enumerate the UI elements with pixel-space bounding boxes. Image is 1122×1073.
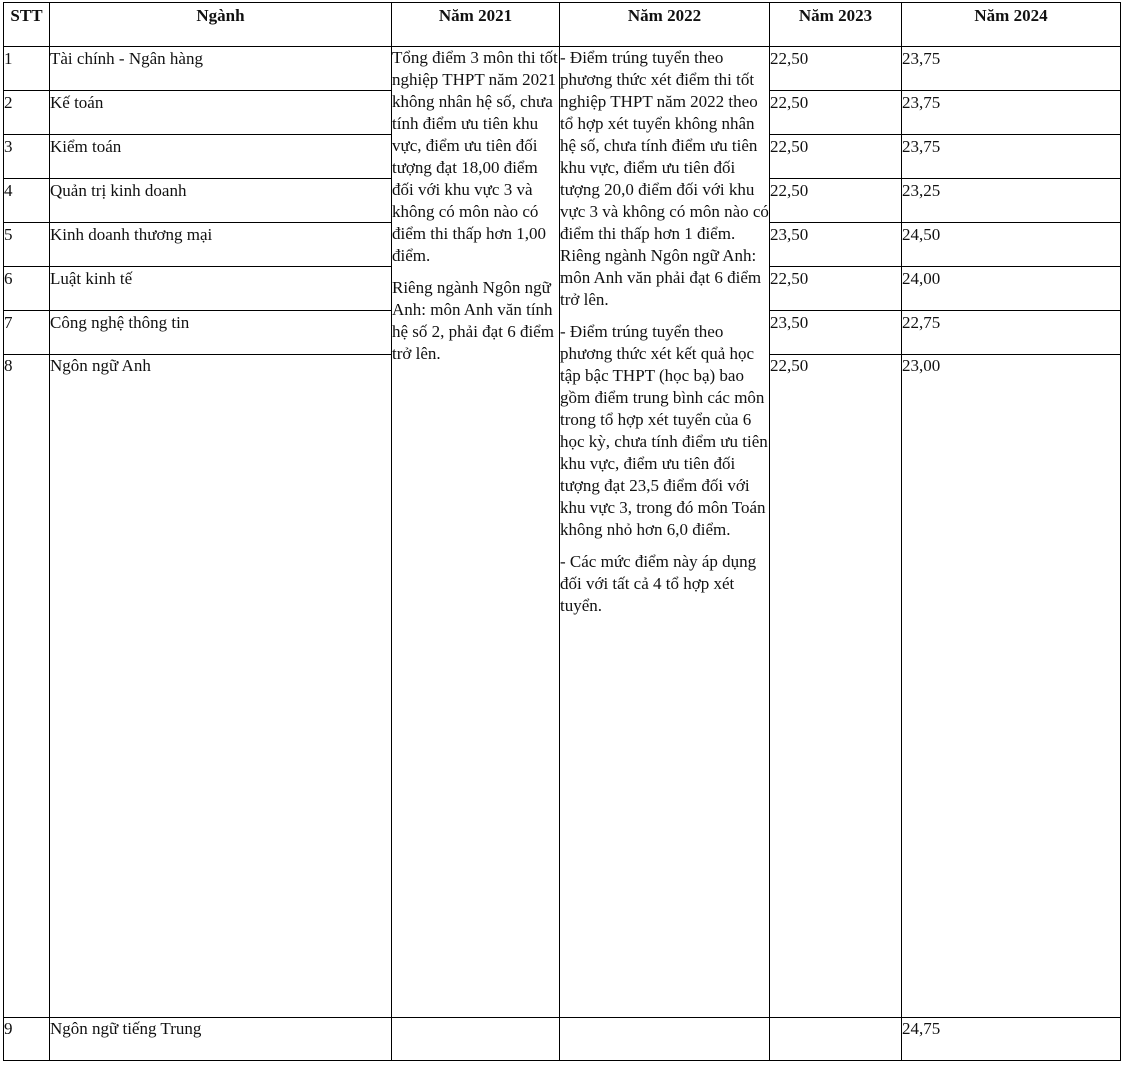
stt-text: 1 <box>4 49 13 68</box>
row-2023 <box>770 223 902 267</box>
note-2021 <box>392 47 560 1018</box>
row-major <box>50 47 392 91</box>
row-major <box>50 135 392 179</box>
row-stt <box>4 135 50 179</box>
score-text: 23,50 <box>770 313 809 332</box>
note-2022-paragraph: - Điểm trúng tuyển theo phương thức xét điểm thi tốt nghiệp THPT năm 2022 theo tổ hợp xét tuyển không nhân hệ số, chưa tính điểm ưu tiên khu vực, điểm ưu tiên đối tượng 20,0 điểm đối với khu vực 3 và không có môn nào có điểm thi thấp hơn 1 điểm. Riêng ngành Ngôn ngữ Anh: môn Anh văn phải đạt 6 điểm trở lên. <box>560 48 769 309</box>
major-text: Tài chính - Ngân hàng <box>50 49 203 68</box>
row-2024 <box>902 47 1121 91</box>
row-stt <box>4 267 50 311</box>
score-text: 22,50 <box>770 181 809 200</box>
stt-text: 9 <box>4 1019 13 1038</box>
major-text: Kinh doanh thương mại <box>50 225 213 244</box>
stt-text: 7 <box>4 313 13 332</box>
major-text: Kiểm toán <box>50 137 122 156</box>
header-major: Ngành <box>50 3 392 47</box>
major-text: Ngôn ngữ tiếng Trung <box>50 1019 202 1038</box>
row-stt <box>4 47 50 91</box>
row-2024 <box>902 135 1121 179</box>
row-2024: 23,00 <box>902 355 1121 1018</box>
major-text: Công nghệ thông tin <box>50 313 190 332</box>
row-2023 <box>770 135 902 179</box>
row-2023 <box>770 179 902 223</box>
header-2022: Năm 2022 <box>560 3 770 47</box>
score-text: 23,25 <box>902 181 941 200</box>
table-row <box>4 1018 1121 1061</box>
score-text: 23,75 <box>902 93 941 112</box>
score-text: 22,50 <box>770 93 809 112</box>
note-2021-paragraph: Riêng ngành Ngôn ngữ Anh: môn Anh văn tính hệ số 2, phải đạt 6 điểm trở lên. <box>392 278 554 363</box>
note-2022-paragraph: - Các mức điểm này áp dụng đối với tất cả 4 tổ hợp xét tuyển. <box>560 552 757 615</box>
row-2023 <box>770 47 902 91</box>
header-2024: Năm 2024 <box>902 3 1121 47</box>
row-2024 <box>902 223 1121 267</box>
score-text: 24,75 <box>902 1019 941 1038</box>
row-major <box>50 91 392 135</box>
score-text: 23,75 <box>902 137 941 156</box>
row-2023 <box>770 267 902 311</box>
major-text: Kế toán <box>50 93 104 112</box>
row-2024 <box>902 267 1121 311</box>
note-2021-paragraph: Tổng điểm 3 môn thi tốt nghiệp THPT năm 2021 không nhân hệ số, chưa tính điểm ưu tiên khu vực, điểm ưu tiên đối tượng đạt 18,00 điểm đối với khu vực 3 và không có môn nào có điểm thi thấp hơn 1,00 điểm. <box>392 48 558 265</box>
header-2023: Năm 2023 <box>770 3 902 47</box>
stt-text: 3 <box>4 137 13 156</box>
row-2024 <box>902 1018 1121 1061</box>
row-2023 <box>770 311 902 355</box>
score-text: 23,50 <box>770 225 809 244</box>
row-2022-empty <box>560 1018 770 1061</box>
stt-text: 4 <box>4 181 13 200</box>
row-2021-empty <box>392 1018 560 1061</box>
major-text: Luật kinh tế <box>50 269 133 288</box>
row-2023 <box>770 1018 902 1061</box>
note-2022-paragraph: - Điểm trúng tuyển theo phương thức xét kết quả học tập bậc THPT (học bạ) bao gồm điểm trung bình các môn trong tổ hợp xét tuyển của 6 học kỳ, chưa tính điểm ưu tiên khu vực, điểm ưu tiên đối tượng đạt 23,5 điểm đối với khu vực 3, trong đó môn Toán không nhỏ hơn 6,0 điểm. <box>560 322 768 539</box>
header-stt: STT <box>4 3 50 47</box>
row-major <box>50 311 392 355</box>
score-text: 22,50 <box>770 137 809 156</box>
row-stt <box>4 91 50 135</box>
score-text: 23,75 <box>902 49 941 68</box>
row-stt: 8 <box>4 355 50 1018</box>
header-2021: Năm 2021 <box>392 3 560 47</box>
row-2023: 22,50 <box>770 355 902 1018</box>
row-2024 <box>902 311 1121 355</box>
row-stt <box>4 179 50 223</box>
stt-text: 6 <box>4 269 13 288</box>
score-text: 22,75 <box>902 313 941 332</box>
major-text: Quản trị kinh doanh <box>50 181 187 200</box>
score-text: 24,50 <box>902 225 941 244</box>
row-stt <box>4 1018 50 1061</box>
note-2022 <box>560 47 770 1018</box>
header-row <box>4 3 1121 47</box>
row-2024 <box>902 179 1121 223</box>
row-stt <box>4 223 50 267</box>
row-stt <box>4 311 50 355</box>
row-major <box>50 267 392 311</box>
row-major <box>50 179 392 223</box>
score-text: 22,50 <box>770 49 809 68</box>
table-row <box>4 47 1121 91</box>
row-major <box>50 223 392 267</box>
admission-scores-table <box>3 2 1121 1061</box>
score-text: 24,00 <box>902 269 941 288</box>
row-2024 <box>902 91 1121 135</box>
score-text: 22,50 <box>770 269 809 288</box>
stt-text: 5 <box>4 225 13 244</box>
row-2023 <box>770 91 902 135</box>
row-major: Ngôn ngữ Anh <box>50 355 392 1018</box>
stt-text: 2 <box>4 93 13 112</box>
row-major <box>50 1018 392 1061</box>
